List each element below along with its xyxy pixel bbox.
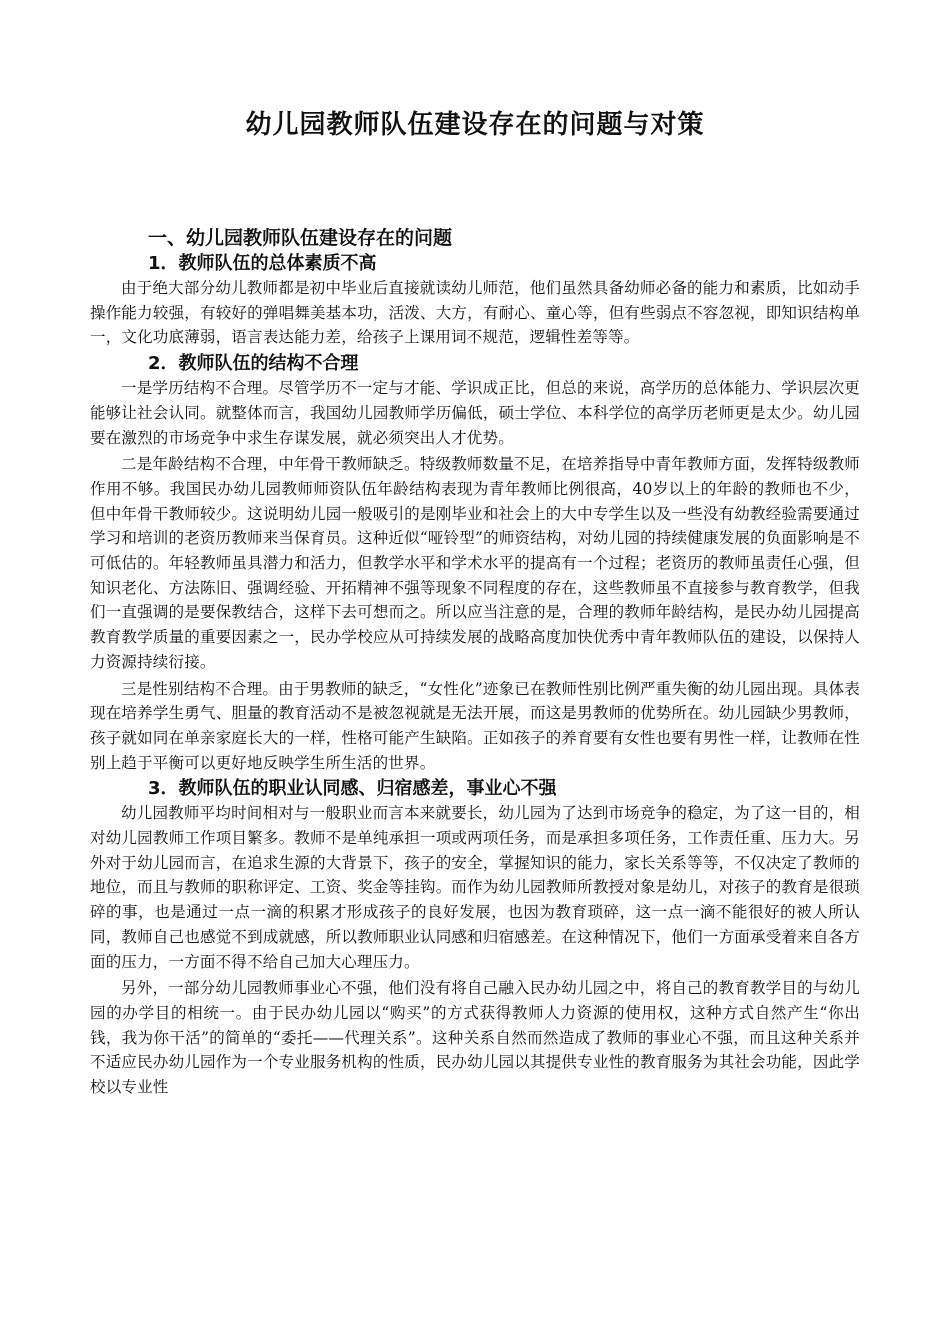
- paragraph: 由于绝大部分幼儿教师都是初中毕业后直接就读幼儿师范，他们虽然具备幼师必备的能力和素质，比如动手操作能力较强，有较好的弹唱舞美基本功，活泼、大方，有耐心、童心等，但有些弱点不容忽视，即知识结构单一，文化功底薄弱，语言表达能力差，给孩子上课用词不规范，逻辑性差等等。: [90, 279, 860, 347]
- subsection-heading-1: 1．教师队伍的总体素质不高: [148, 253, 377, 274]
- document-body: [90, 224, 860, 1102]
- paragraph: 另外，一部分幼儿园教师事业心不强，他们没有将自己融入民办幼儿园之中，将自己的教育教学目的与幼儿园的办学目的相统一。由于民办幼儿园以“购买”的方式获得教师人力资源的使用权，这种方式自然产生“你出钱，我为你干活”的简单的“委托——代理关系”。这种关系自然而然造成了教师的事业心不强，而且这种关系并不适应民办幼儿园作为一个专业服务机构的性质，民办幼儿园以其提供专业性的教育服务为其社会功能，因此学校以专业性: [90, 979, 860, 1097]
- subsection-heading-3: 3．教师队伍的职业认同感、归宿感差，事业心不强: [148, 778, 557, 800]
- document-title: 幼儿园教师队伍建设存在的问题与对策: [245, 110, 705, 140]
- paragraph: 幼儿园教师平均时间相对与一般职业而言本来就要长，幼儿园为了达到市场竞争的稳定，为了这一目的，相对幼儿园教师工作项目繁多。教师不是单纯承担一项或两项任务，而是承担多项任务，工作责任重、压力大。另外对于幼儿园而言，在追求生源的大背景下，孩子的安全，掌握知识的能力，家长关系等等，不仅决定了教师的地位，而且与教师的职称评定、工资、奖金等挂钩。而作为幼儿园教师所教授对象是幼儿，对孩子的教育是很琐碎的事，也是通过一点一滴的积累才形成孩子的良好发展，也因为教育琐碎，这一点一滴不能很好的被人所认同，教师自己也感觉不到成就感，所以教师职业认同感和归宿感差。在这种情况下，他们一方面承受着来自各方面的压力，一方面不得不给自己加大心理压力。: [90, 804, 860, 971]
- paragraph: 一是学历结构不合理。尽管学历不一定与才能、学识成正比，但总的来说，高学历的总体能力、学识层次更能够让社会认同。就整体而言，我国幼儿园教师学历偏低，硕士学位、本科学位的高学历老师更是太少。幼儿园要在激烈的市场竞争中求生存谋发展，就必须突出人才优势。: [90, 379, 860, 447]
- paragraph: 三是性别结构不合理。由于男教师的缺乏，“女性化”迹象已在教师性别比例严重失衡的幼儿园出现。具体表现在培养学生勇气、胆量的教育活动不是被忽视就是无法开展，而这是男教师的优势所在。幼儿园缺少男教师，孩子就如同在单亲家庭长大的一样，性格可能产生缺陷。正如孩子的养育要有女性也要有男性一样，让教师在性别上趋于平衡可以更好地反映学生所生活的世界。: [90, 679, 860, 772]
- paragraph: 二是年龄结构不合理，中年骨干教师缺乏。特级教师数量不足，在培养指导中青年教师方面，发挥特级教师作用不够。我国民办幼儿园教师师资队伍年龄结构表现为青年教师比例很高，40岁以上的年龄的教师也不少，但中年骨干教师较少。这说明幼儿园一般吸引的是刚毕业和社会上的大中专学生以及一些没有幼教经验需要通过学习和培训的老资历教师来当保育员。这种近似“哑铃型”的师资结构，对幼儿园的持续健康发展的负面影响是不可低估的。年轻教师虽具潜力和活力，但教学水平和学术水平的提高有一个过程；老资历的教师虽责任心强，但知识老化、方法陈旧、强调经验、开拓精神不强等现象不同程度的存在，这些教师虽不直接参与教育教学，但我们一直强调的是要保教结合，这样下去可想而之。所以应当注意的是，合理的教师年龄结构，是民办幼儿园提高教育教学质量的重要因素之一，民办学校应从可持续发展的战略高度加快优秀中青年教师队伍的建设，以保持人力资源持续衍接。: [90, 455, 860, 671]
- subsection-heading-2: 2．教师队伍的结构不合理: [148, 353, 359, 375]
- section-heading: 一、幼儿园教师队伍建设存在的问题: [148, 227, 453, 249]
